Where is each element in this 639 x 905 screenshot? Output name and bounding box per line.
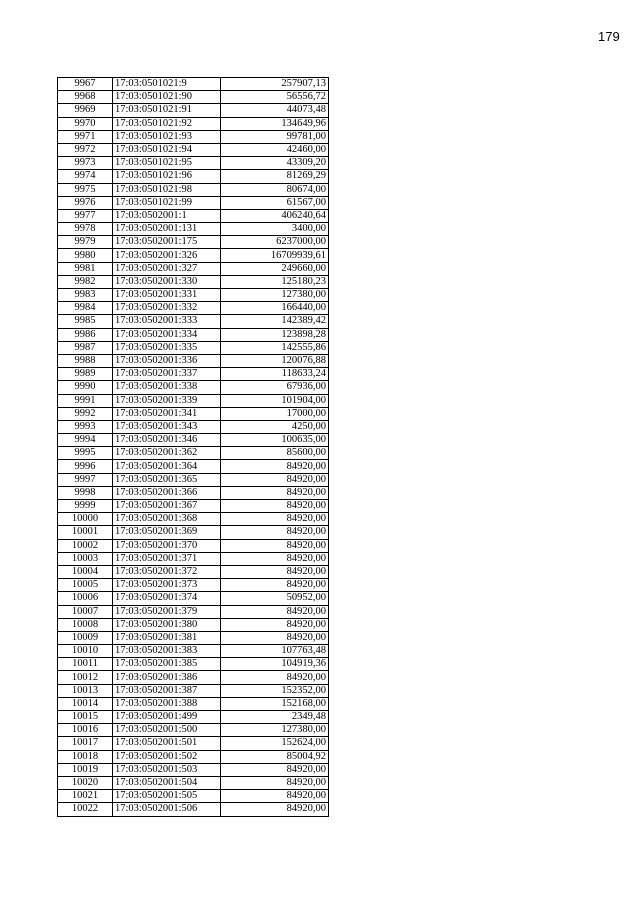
table-row <box>58 671 329 684</box>
cadastral-number-cell: 17:03:0502001:334 <box>113 328 221 341</box>
table-row <box>58 711 329 724</box>
cadastral-value-cell: 125180,23 <box>221 275 329 288</box>
cadastral-number-cell: 17:03:0502001:335 <box>113 341 221 354</box>
page-number: 179 <box>598 29 620 44</box>
cadastral-value-cell: 84920,00 <box>221 539 329 552</box>
table-row <box>58 262 329 275</box>
cadastral-number-cell: 17:03:0502001:386 <box>113 671 221 684</box>
cadastral-value-cell: 152352,00 <box>221 684 329 697</box>
table-row <box>58 302 329 315</box>
cadastral-value-cell: 84920,00 <box>221 565 329 578</box>
cadastral-value-cell: 257907,13 <box>221 78 329 91</box>
cadastral-value-cell: 127380,00 <box>221 289 329 302</box>
table-row <box>58 434 329 447</box>
cadastral-number-cell: 17:03:0502001:331 <box>113 289 221 302</box>
cadastral-value-cell: 67936,00 <box>221 381 329 394</box>
cadastral-value-cell: 16709939,61 <box>221 249 329 262</box>
cadastral-number-cell: 17:03:0502001:337 <box>113 368 221 381</box>
cadastral-number-cell: 17:03:0502001:367 <box>113 500 221 513</box>
cadastral-value-cell: 3400,00 <box>221 223 329 236</box>
table-row <box>58 763 329 776</box>
cadastral-number-cell: 17:03:0502001:327 <box>113 262 221 275</box>
cadastral-number-cell: 17:03:0502001:380 <box>113 618 221 631</box>
row-number-cell: 10009 <box>58 631 113 644</box>
row-number-cell: 9978 <box>58 223 113 236</box>
table-row <box>58 605 329 618</box>
table-row <box>58 315 329 328</box>
cadastral-number-cell: 17:03:0502001:346 <box>113 434 221 447</box>
cadastral-value-cell: 134649,96 <box>221 117 329 130</box>
row-number-cell: 9993 <box>58 420 113 433</box>
cadastral-value-cell: 2349,48 <box>221 711 329 724</box>
table-row <box>58 209 329 222</box>
row-number-cell: 10016 <box>58 724 113 737</box>
table-row <box>58 420 329 433</box>
cadastral-value-cell: 84920,00 <box>221 618 329 631</box>
row-number-cell: 9968 <box>58 91 113 104</box>
row-number-cell: 9990 <box>58 381 113 394</box>
cadastral-value-cell: 84920,00 <box>221 790 329 803</box>
cadastral-value-cell: 152624,00 <box>221 737 329 750</box>
table-row <box>58 526 329 539</box>
table-row <box>58 500 329 513</box>
cadastral-value-cell: 84920,00 <box>221 605 329 618</box>
row-number-cell: 10018 <box>58 750 113 763</box>
cadastral-number-cell: 17:03:0502001:332 <box>113 302 221 315</box>
row-number-cell: 9984 <box>58 302 113 315</box>
cadastral-number-cell: 17:03:0501021:95 <box>113 157 221 170</box>
table-row <box>58 381 329 394</box>
row-number-cell: 9997 <box>58 473 113 486</box>
row-number-cell: 10006 <box>58 592 113 605</box>
row-number-cell: 9981 <box>58 262 113 275</box>
row-number-cell: 9994 <box>58 434 113 447</box>
table-row <box>58 473 329 486</box>
table-row <box>58 592 329 605</box>
row-number-cell: 9992 <box>58 407 113 420</box>
row-number-cell: 9980 <box>58 249 113 262</box>
row-number-cell: 9998 <box>58 486 113 499</box>
table-row <box>58 157 329 170</box>
cadastral-value-cell: 166440,00 <box>221 302 329 315</box>
cadastral-value-cell: 101904,00 <box>221 394 329 407</box>
table-row <box>58 117 329 130</box>
cadastral-value-cell: 56556,72 <box>221 91 329 104</box>
table-row <box>58 618 329 631</box>
row-number-cell: 10014 <box>58 697 113 710</box>
row-number-cell: 9971 <box>58 130 113 143</box>
table-row <box>58 737 329 750</box>
cadastral-value-cell: 84920,00 <box>221 513 329 526</box>
row-number-cell: 9976 <box>58 196 113 209</box>
row-number-cell: 9974 <box>58 170 113 183</box>
row-number-cell: 9969 <box>58 104 113 117</box>
cadastral-value-cell: 99781,00 <box>221 130 329 143</box>
cadastral-number-cell: 17:03:0502001:362 <box>113 447 221 460</box>
cadastral-number-cell: 17:03:0501021:93 <box>113 130 221 143</box>
cadastral-number-cell: 17:03:0502001:369 <box>113 526 221 539</box>
table-row <box>58 565 329 578</box>
row-number-cell: 10007 <box>58 605 113 618</box>
table-row <box>58 407 329 420</box>
table-row <box>58 579 329 592</box>
cadastral-number-cell: 17:03:0502001:175 <box>113 236 221 249</box>
cadastral-number-cell: 17:03:0502001:368 <box>113 513 221 526</box>
cadastral-value-cell: 84920,00 <box>221 500 329 513</box>
cadastral-number-cell: 17:03:0502001:326 <box>113 249 221 262</box>
cadastral-value-cell: 84920,00 <box>221 460 329 473</box>
cadastral-value-cell: 100635,00 <box>221 434 329 447</box>
cadastral-number-cell: 17:03:0502001:500 <box>113 724 221 737</box>
table-row <box>58 631 329 644</box>
cadastral-value-cell: 142555,86 <box>221 341 329 354</box>
cadastral-number-cell: 17:03:0502001:341 <box>113 407 221 420</box>
table-row <box>58 776 329 789</box>
table-row <box>58 658 329 671</box>
row-number-cell: 10010 <box>58 645 113 658</box>
cadastral-value-cell: 84920,00 <box>221 671 329 684</box>
cadastral-number-cell: 17:03:0502001:371 <box>113 552 221 565</box>
cadastral-number-cell: 17:03:0502001:502 <box>113 750 221 763</box>
table-row <box>58 249 329 262</box>
cadastral-number-cell: 17:03:0501021:94 <box>113 143 221 156</box>
table-row <box>58 539 329 552</box>
cadastral-number-cell: 17:03:0502001:343 <box>113 420 221 433</box>
cadastral-value-cell: 17000,00 <box>221 407 329 420</box>
cadastral-value-cell: 249660,00 <box>221 262 329 275</box>
cadastral-number-cell: 17:03:0502001:504 <box>113 776 221 789</box>
table-row <box>58 790 329 803</box>
cadastral-value-cell: 406240,64 <box>221 209 329 222</box>
cadastral-number-cell: 17:03:0502001:365 <box>113 473 221 486</box>
cadastral-number-cell: 17:03:0502001:385 <box>113 658 221 671</box>
cadastral-number-cell: 17:03:0501021:9 <box>113 78 221 91</box>
row-number-cell: 9986 <box>58 328 113 341</box>
table-row <box>58 104 329 117</box>
cadastral-value-cell: 42460,00 <box>221 143 329 156</box>
row-number-cell: 10021 <box>58 790 113 803</box>
row-number-cell: 9973 <box>58 157 113 170</box>
cadastral-number-cell: 17:03:0502001:379 <box>113 605 221 618</box>
cadastral-value-cell: 123898,28 <box>221 328 329 341</box>
cadastral-number-cell: 17:03:0502001:506 <box>113 803 221 816</box>
cadastral-value-cell: 127380,00 <box>221 724 329 737</box>
table-row <box>58 447 329 460</box>
table-row <box>58 183 329 196</box>
cadastral-number-cell: 17:03:0502001:499 <box>113 711 221 724</box>
cadastral-number-cell: 17:03:0501021:91 <box>113 104 221 117</box>
row-number-cell: 9987 <box>58 341 113 354</box>
table-row <box>58 143 329 156</box>
row-number-cell: 10011 <box>58 658 113 671</box>
cadastral-value-cell: 152168,00 <box>221 697 329 710</box>
row-number-cell: 10015 <box>58 711 113 724</box>
row-number-cell: 10020 <box>58 776 113 789</box>
row-number-cell: 9995 <box>58 447 113 460</box>
row-number-cell: 9982 <box>58 275 113 288</box>
table-row <box>58 552 329 565</box>
table-row <box>58 750 329 763</box>
row-number-cell: 10004 <box>58 565 113 578</box>
cadastral-number-cell: 17:03:0502001:505 <box>113 790 221 803</box>
cadastral-number-cell: 17:03:0501021:96 <box>113 170 221 183</box>
row-number-cell: 9975 <box>58 183 113 196</box>
cadastral-value-cell: 84920,00 <box>221 803 329 816</box>
cadastral-number-cell: 17:03:0502001:387 <box>113 684 221 697</box>
row-number-cell: 9996 <box>58 460 113 473</box>
cadastral-number-cell: 17:03:0502001:383 <box>113 645 221 658</box>
table-row <box>58 645 329 658</box>
cadastral-number-cell: 17:03:0502001:374 <box>113 592 221 605</box>
table-row <box>58 236 329 249</box>
cadastral-value-cell: 81269,29 <box>221 170 329 183</box>
cadastral-number-cell: 17:03:0502001:131 <box>113 223 221 236</box>
row-number-cell: 10008 <box>58 618 113 631</box>
cadastral-value-cell: 118633,24 <box>221 368 329 381</box>
row-number-cell: 9988 <box>58 354 113 367</box>
cadastral-value-table <box>57 77 329 817</box>
table-row <box>58 91 329 104</box>
cadastral-number-cell: 17:03:0502001:370 <box>113 539 221 552</box>
row-number-cell: 10017 <box>58 737 113 750</box>
cadastral-value-cell: 107763,48 <box>221 645 329 658</box>
row-number-cell: 9972 <box>58 143 113 156</box>
cadastral-number-cell: 17:03:0502001:339 <box>113 394 221 407</box>
table-row <box>58 78 329 91</box>
cadastral-number-cell: 17:03:0502001:388 <box>113 697 221 710</box>
cadastral-number-cell: 17:03:0502001:338 <box>113 381 221 394</box>
cadastral-value-cell: 85004,92 <box>221 750 329 763</box>
cadastral-number-cell: 17:03:0501021:99 <box>113 196 221 209</box>
table-row <box>58 803 329 816</box>
cadastral-number-cell: 17:03:0502001:503 <box>113 763 221 776</box>
cadastral-value-cell: 61567,00 <box>221 196 329 209</box>
cadastral-number-cell: 17:03:0502001:373 <box>113 579 221 592</box>
row-number-cell: 10000 <box>58 513 113 526</box>
cadastral-value-cell: 4250,00 <box>221 420 329 433</box>
table-row <box>58 354 329 367</box>
table-row <box>58 368 329 381</box>
row-number-cell: 10002 <box>58 539 113 552</box>
cadastral-number-cell: 17:03:0501021:92 <box>113 117 221 130</box>
row-number-cell: 9983 <box>58 289 113 302</box>
cadastral-value-cell: 44073,48 <box>221 104 329 117</box>
table-row <box>58 196 329 209</box>
cadastral-value-cell: 84920,00 <box>221 776 329 789</box>
table-row <box>58 724 329 737</box>
row-number-cell: 10013 <box>58 684 113 697</box>
cadastral-number-cell: 17:03:0502001:330 <box>113 275 221 288</box>
row-number-cell: 10003 <box>58 552 113 565</box>
cadastral-number-cell: 17:03:0502001:381 <box>113 631 221 644</box>
cadastral-value-cell: 142389,42 <box>221 315 329 328</box>
row-number-cell: 9991 <box>58 394 113 407</box>
table-row <box>58 170 329 183</box>
cadastral-value-cell: 104919,36 <box>221 658 329 671</box>
row-number-cell: 10012 <box>58 671 113 684</box>
cadastral-number-cell: 17:03:0502001:501 <box>113 737 221 750</box>
cadastral-number-cell: 17:03:0502001:366 <box>113 486 221 499</box>
table-row <box>58 486 329 499</box>
cadastral-value-cell: 84920,00 <box>221 763 329 776</box>
table-row <box>58 328 329 341</box>
cadastral-number-cell: 17:03:0502001:336 <box>113 354 221 367</box>
table-row <box>58 394 329 407</box>
cadastral-number-cell: 17:03:0501021:90 <box>113 91 221 104</box>
row-number-cell: 9977 <box>58 209 113 222</box>
table-row <box>58 684 329 697</box>
row-number-cell: 10001 <box>58 526 113 539</box>
table-row <box>58 513 329 526</box>
table-row <box>58 289 329 302</box>
cadastral-number-cell: 17:03:0502001:364 <box>113 460 221 473</box>
cadastral-value-cell: 6237000,00 <box>221 236 329 249</box>
cadastral-number-cell: 17:03:0501021:98 <box>113 183 221 196</box>
table-body <box>58 78 329 817</box>
cadastral-value-cell: 84920,00 <box>221 486 329 499</box>
table-row <box>58 130 329 143</box>
cadastral-number-cell: 17:03:0502001:333 <box>113 315 221 328</box>
row-number-cell: 9999 <box>58 500 113 513</box>
cadastral-value-cell: 84920,00 <box>221 631 329 644</box>
row-number-cell: 10019 <box>58 763 113 776</box>
row-number-cell: 10005 <box>58 579 113 592</box>
cadastral-value-cell: 50952,00 <box>221 592 329 605</box>
cadastral-value-cell: 120076,88 <box>221 354 329 367</box>
table-row <box>58 223 329 236</box>
table-row <box>58 460 329 473</box>
row-number-cell: 9989 <box>58 368 113 381</box>
cadastral-number-cell: 17:03:0502001:372 <box>113 565 221 578</box>
cadastral-value-cell: 84920,00 <box>221 552 329 565</box>
row-number-cell: 10022 <box>58 803 113 816</box>
cadastral-number-cell: 17:03:0502001:1 <box>113 209 221 222</box>
cadastral-value-cell: 84920,00 <box>221 579 329 592</box>
cadastral-value-cell: 84920,00 <box>221 526 329 539</box>
row-number-cell: 9967 <box>58 78 113 91</box>
row-number-cell: 9970 <box>58 117 113 130</box>
table-row <box>58 275 329 288</box>
row-number-cell: 9985 <box>58 315 113 328</box>
cadastral-value-cell: 85600,00 <box>221 447 329 460</box>
table-row <box>58 697 329 710</box>
cadastral-value-cell: 84920,00 <box>221 473 329 486</box>
cadastral-value-cell: 80674,00 <box>221 183 329 196</box>
table-row <box>58 341 329 354</box>
row-number-cell: 9979 <box>58 236 113 249</box>
cadastral-value-cell: 43309,20 <box>221 157 329 170</box>
